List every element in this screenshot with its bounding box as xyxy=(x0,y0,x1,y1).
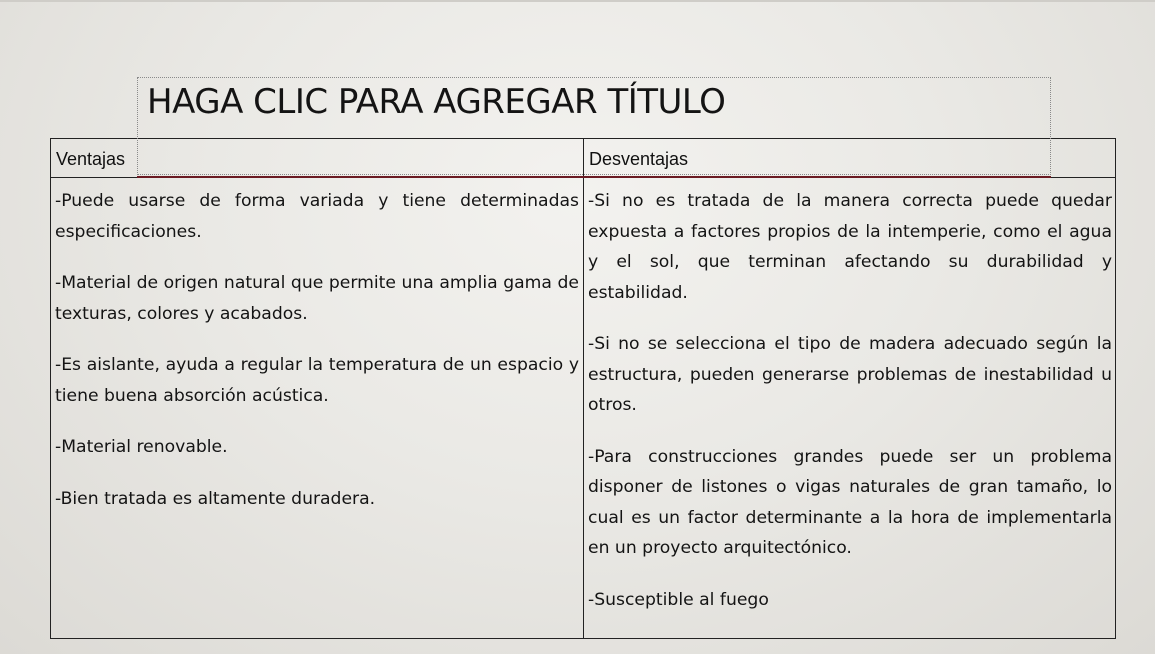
slide-title[interactable]: HAGA CLIC PARA AGREGAR TÍTULO xyxy=(147,82,726,122)
list-item[interactable]: -Para construcciones grandes puede ser un problema disponer de listones o vigas naturales de gran tamaño, lo cual es un factor determinante a la hora de implementarla en un proyecto arquitectónico. xyxy=(588,446,1112,558)
column-divider xyxy=(583,139,584,638)
list-item[interactable]: -Puede usarse de forma variada y tiene determinadas especificaciones. xyxy=(55,191,579,242)
list-item[interactable]: -Si no es tratada de la manera correcta puede quedar expuesta a factores propios de la intemperie, como el agua y el sol, que terminan afectando su durabilidad y estabilidad. xyxy=(588,191,1112,303)
list-item[interactable]: -Es aislante, ayuda a regular la temperatura de un espacio y tiene buena absorción acústica. xyxy=(55,355,579,406)
title-placeholder[interactable] xyxy=(137,77,1051,175)
header-desventajas: Desventajas xyxy=(589,149,689,169)
header-accent-line xyxy=(137,176,1051,178)
ventajas-list xyxy=(55,186,579,535)
list-item[interactable]: -Susceptible al fuego xyxy=(588,589,769,610)
slide-top-border xyxy=(0,0,1155,2)
desventajas-list xyxy=(588,186,1112,636)
list-item[interactable]: -Material renovable. xyxy=(55,437,228,457)
list-item[interactable]: -Material de origen natural que permite una amplia gama de texturas, colores y acabados. xyxy=(55,273,579,324)
list-item[interactable]: -Bien tratada es altamente duradera. xyxy=(55,488,376,509)
header-ventajas: Ventajas xyxy=(56,149,126,169)
comparison-table xyxy=(50,138,1116,639)
list-item[interactable]: -Si no se selecciona el tipo de madera adecuado según la estructura, pueden generarse problemas de inestabilidad u otros. xyxy=(588,334,1112,415)
